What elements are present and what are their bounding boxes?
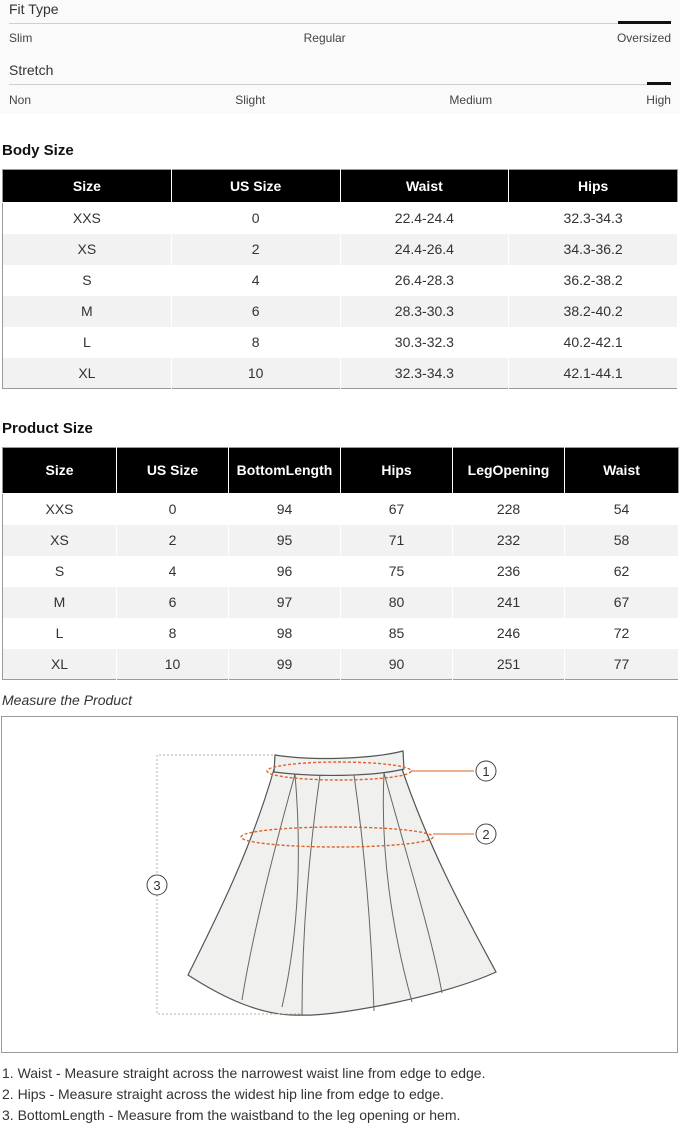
table-row xyxy=(3,618,679,649)
table-header-row xyxy=(3,170,678,203)
cell-hips: 36.2-38.2 xyxy=(509,265,678,296)
stretch-title: Stretch xyxy=(9,62,54,78)
cell-leg-opening: 228 xyxy=(453,494,565,525)
cell-leg-opening: 251 xyxy=(453,649,565,680)
note-waist: 1. Waist - Measure straight across the narrowest waist line from edge to edge. xyxy=(2,1065,486,1081)
cell-waist: 58 xyxy=(565,525,679,556)
table-row xyxy=(3,649,679,680)
skirt-waistband xyxy=(274,751,404,775)
cell-size: XL xyxy=(3,649,117,680)
header-bottom-length: BottomLength xyxy=(229,448,341,494)
header-us-size: US Size xyxy=(117,448,229,494)
cell-waist: 28.3-30.3 xyxy=(340,296,509,327)
table-header-row xyxy=(3,448,679,494)
fit-type-track xyxy=(9,23,671,24)
header-hips: Hips xyxy=(509,170,678,203)
cell-hips: 71 xyxy=(341,525,453,556)
table-row xyxy=(3,525,679,556)
cell-us-size: 6 xyxy=(171,296,340,327)
cell-size: M xyxy=(3,587,117,618)
cell-hips: 85 xyxy=(341,618,453,649)
cell-waist: 77 xyxy=(565,649,679,680)
table-row xyxy=(3,494,679,525)
stretch-label-high: High xyxy=(646,93,671,107)
cell-hips: 40.2-42.1 xyxy=(509,327,678,358)
cell-bottom-length: 95 xyxy=(229,525,341,556)
header-hips: Hips xyxy=(341,448,453,494)
measure-notes xyxy=(2,1063,485,1123)
cell-waist: 62 xyxy=(565,556,679,587)
header-size: Size xyxy=(3,448,117,494)
cell-waist: 54 xyxy=(565,494,679,525)
cell-waist: 26.4-28.3 xyxy=(340,265,509,296)
cell-leg-opening: 246 xyxy=(453,618,565,649)
cell-us-size: 8 xyxy=(171,327,340,358)
measure-caption: Measure the Product xyxy=(2,692,132,708)
cell-size: S xyxy=(3,265,172,296)
cell-waist: 72 xyxy=(565,618,679,649)
header-us-size: US Size xyxy=(171,170,340,203)
table-row xyxy=(3,327,678,358)
cell-size: XS xyxy=(3,525,117,556)
fit-label-oversized: Oversized xyxy=(616,31,671,45)
skirt-illustration xyxy=(2,717,679,1054)
fit-type-labels xyxy=(9,31,671,45)
cell-us-size: 0 xyxy=(117,494,229,525)
cell-size: XXS xyxy=(3,494,117,525)
cell-size: M xyxy=(3,296,172,327)
cell-us-size: 4 xyxy=(171,265,340,296)
header-size: Size xyxy=(3,170,172,203)
cell-bottom-length: 99 xyxy=(229,649,341,680)
body-size-table xyxy=(2,169,678,389)
cell-us-size: 8 xyxy=(117,618,229,649)
product-size-title: Product Size xyxy=(2,420,93,437)
header-waist: Waist xyxy=(565,448,679,494)
measure-diagram xyxy=(1,716,678,1053)
cell-us-size: 4 xyxy=(117,556,229,587)
cell-hips: 42.1-44.1 xyxy=(509,358,678,389)
header-waist: Waist xyxy=(340,170,509,203)
stretch-labels xyxy=(9,93,671,107)
cell-size: L xyxy=(3,327,172,358)
table-row xyxy=(3,556,679,587)
cell-leg-opening: 232 xyxy=(453,525,565,556)
cell-size: XXS xyxy=(3,203,172,234)
cell-us-size: 10 xyxy=(117,649,229,680)
marker-3-label: 3 xyxy=(153,878,161,893)
cell-waist: 24.4-26.4 xyxy=(340,234,509,265)
cell-bottom-length: 96 xyxy=(229,556,341,587)
cell-size: L xyxy=(3,618,117,649)
note-bottom-length: 3. BottomLength - Measure from the waistband to the leg opening or hem. xyxy=(2,1107,461,1123)
cell-hips: 34.3-36.2 xyxy=(509,234,678,265)
marker-1-label: 1 xyxy=(482,764,490,779)
cell-hips: 67 xyxy=(341,494,453,525)
cell-hips: 75 xyxy=(341,556,453,587)
table-row xyxy=(3,265,678,296)
stretch-indicator xyxy=(647,82,671,85)
cell-size: XL xyxy=(3,358,172,389)
product-size-table xyxy=(2,447,679,680)
cell-us-size: 6 xyxy=(117,587,229,618)
stretch-label-medium: Medium xyxy=(449,93,493,107)
cell-bottom-length: 94 xyxy=(229,494,341,525)
fit-label-regular: Regular xyxy=(303,31,346,45)
cell-bottom-length: 98 xyxy=(229,618,341,649)
note-hips: 2. Hips - Measure straight across the widest hip line from edge to edge. xyxy=(2,1086,444,1102)
header-leg-opening: LegOpening xyxy=(453,448,565,494)
cell-us-size: 0 xyxy=(171,203,340,234)
fit-label-slim: Slim xyxy=(9,31,33,45)
cell-hips: 90 xyxy=(341,649,453,680)
cell-size: S xyxy=(3,556,117,587)
cell-waist: 67 xyxy=(565,587,679,618)
cell-hips: 38.2-40.2 xyxy=(509,296,678,327)
fit-type-title: Fit Type xyxy=(9,1,59,17)
cell-us-size: 10 xyxy=(171,358,340,389)
table-row xyxy=(3,587,679,618)
table-row xyxy=(3,296,678,327)
cell-size: XS xyxy=(3,234,172,265)
cell-leg-opening: 241 xyxy=(453,587,565,618)
body-size-title: Body Size xyxy=(2,142,74,159)
cell-us-size: 2 xyxy=(117,525,229,556)
stretch-track xyxy=(9,84,671,85)
cell-waist: 30.3-32.3 xyxy=(340,327,509,358)
fit-panel xyxy=(0,0,680,114)
stretch-label-slight: Slight xyxy=(235,93,266,107)
cell-us-size: 2 xyxy=(171,234,340,265)
table-row xyxy=(3,358,678,389)
skirt-body xyxy=(188,769,496,1015)
cell-leg-opening: 236 xyxy=(453,556,565,587)
cell-waist: 32.3-34.3 xyxy=(340,358,509,389)
cell-hips: 32.3-34.3 xyxy=(509,203,678,234)
cell-hips: 80 xyxy=(341,587,453,618)
cell-bottom-length: 97 xyxy=(229,587,341,618)
marker-2-label: 2 xyxy=(482,827,490,842)
cell-waist: 22.4-24.4 xyxy=(340,203,509,234)
table-row xyxy=(3,203,678,234)
stretch-label-non: Non xyxy=(9,93,32,107)
table-row xyxy=(3,234,678,265)
fit-type-indicator xyxy=(618,21,671,24)
